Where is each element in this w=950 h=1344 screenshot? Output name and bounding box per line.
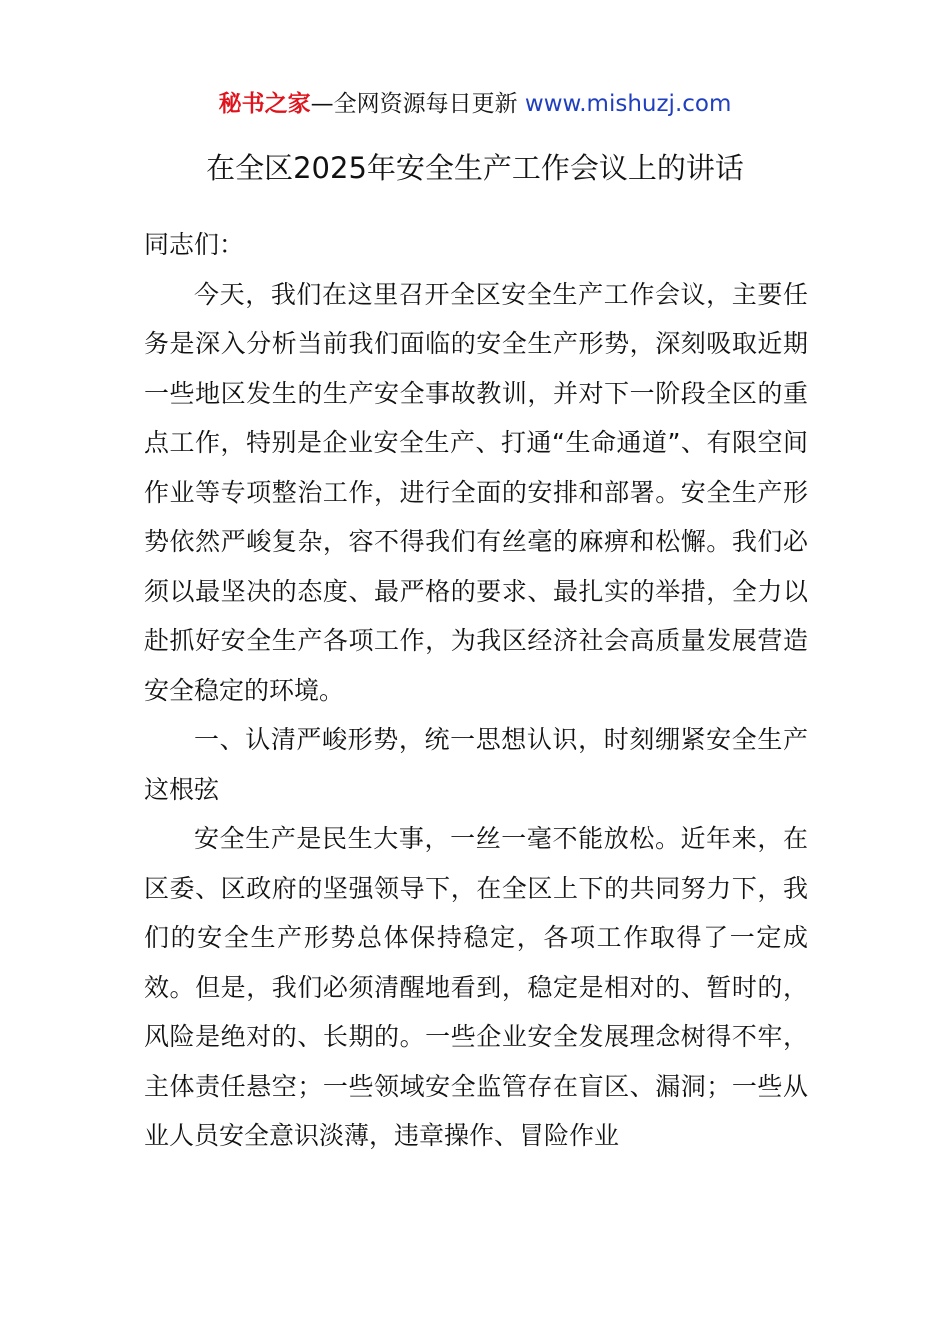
document-title: 在全区2025年安全生产工作会议上的讲话	[206, 151, 744, 185]
paragraph-section-1: 安全生产是民生大事，一丝一毫不能放松。近年来，在区委、区政府的坚强领导下，在全区上下的共同努力下，我们的安全生产形势总体保持稳定，各项工作取得了一定成效。但是，我们必须清醒地看到，稳定是相对的、暂时的，风险是绝对的、长期的。一些企业安全发展理念树得不牢，主体责任悬空；一些领域安全监管存在盲区、漏洞；一些从业人员安全意识淡薄，违章操作、冒险作业	[144, 824, 808, 1150]
site-url[interactable]: www.mishuzj.com	[524, 91, 732, 117]
salutation: 同志们：	[144, 230, 245, 259]
site-brand: 秘书之家	[218, 91, 311, 117]
document-body	[144, 220, 808, 1161]
section-heading-1: 一、认清严峻形势，统一思想认识，时刻绷紧安全生产这根弦	[144, 725, 808, 804]
site-tagline: —全网资源每日更新	[310, 91, 525, 117]
paragraph-intro: 今天，我们在这里召开全区安全生产工作会议，主要任务是深入分析当前我们面临的安全生产形势，深刻吸取近期一些地区发生的生产安全事故教训，并对下一阶段全区的重点工作，特别是企业安全生产、打通“生命通道”、有限空间作业等专项整治工作，进行全面的安排和部署。安全生产形势依然严峻复杂，容不得我们有丝毫的麻痹和松懈。我们必须以最坚决的态度、最严格的要求、最扎实的举措，全力以赴抓好安全生产各项工作，为我区经济社会高质量发展营造安全稳定的环境。	[144, 279, 808, 705]
site-banner	[0, 86, 950, 122]
